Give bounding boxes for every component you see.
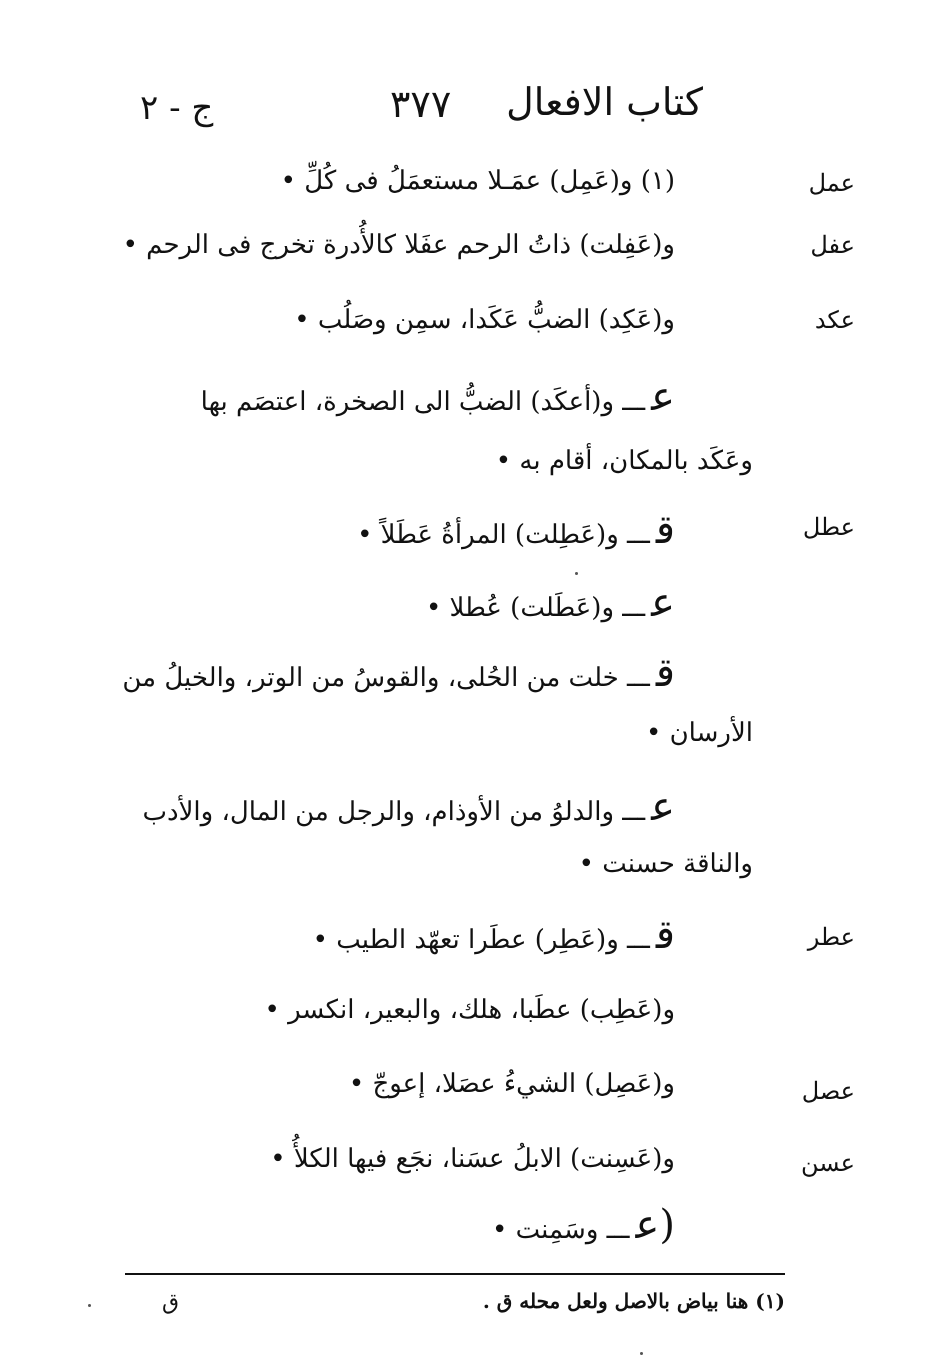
entry-line-text: ـــ خلت من الحُلى، والقوسُ من الوتر، والخيلُ من — [122, 663, 650, 693]
source-marker: ع — [651, 374, 675, 420]
page-number: ٣٧٧ — [390, 82, 452, 126]
entry-line: و(عَصِل) الشيءُ عصَلا، إعوجّ • — [348, 1069, 675, 1099]
source-marker: ق — [655, 650, 675, 696]
entry-line: و(عَفِلت) ذاتُ الرحم عفَلا كالأُدرة تخرج فى الرحم • — [122, 230, 675, 260]
entry-line: و(عَطِب) عطَبا، هلك، والبعير، انكسر • — [264, 995, 675, 1025]
entry-line — [312, 912, 675, 958]
source-marker: ق — [655, 912, 675, 958]
margin-word-atar: عطر — [807, 923, 855, 951]
source-marker: ق — [655, 507, 675, 553]
margin-word-afal: عفل — [810, 231, 855, 259]
margin-word-asan: عسن — [801, 1149, 855, 1177]
entry-line — [122, 650, 675, 696]
source-marker: ع — [651, 784, 675, 830]
entry-line — [492, 1202, 675, 1248]
footnote-marker: ق — [162, 1290, 180, 1315]
entry-line: (١) و(عَمِل) عمَـلا مستعمَلُ فى كُلِّ • — [280, 166, 675, 196]
source-marker: (ع — [635, 1202, 675, 1248]
entry-line-text: ـــ والدلوُ من الأوذام، والرجل من المال، والأدب — [142, 797, 646, 827]
scan-speck — [640, 1352, 643, 1355]
entry-line-text: ـــ و(عَطِر) عطَرا تعهّد الطيب • — [312, 925, 650, 955]
entry-line — [425, 580, 675, 626]
footnote: (١) هنا بياض بالاصل ولعل محله ق . — [482, 1289, 785, 1313]
entry-line — [200, 374, 675, 420]
footnote-rule — [125, 1273, 785, 1275]
entry-line-text: ـــ و(عَطِلت) المرأةُ عَطَلاً • — [357, 520, 650, 550]
entry-line — [357, 507, 675, 553]
scan-speck — [575, 572, 578, 575]
entry-line — [142, 784, 675, 830]
volume-part: ج - ٢ — [140, 88, 214, 128]
entry-line-text: ـــ و(عَطَلت) عُطلا • — [425, 593, 646, 623]
running-title: كتاب الافعال — [506, 80, 703, 124]
margin-word-amal: عمل — [808, 169, 855, 197]
scan-speck — [88, 1304, 91, 1307]
entry-line: و(عَكِد) الضبُّ عَكَدا، سمِن وصَلُب • — [294, 305, 675, 335]
source-marker: ع — [651, 580, 675, 626]
entry-line: و(عَسِنت) الابلُ عسَنا، نجَع فيها الكلأُ • — [270, 1144, 675, 1174]
entry-line: وعَكَد بالمكان، أقام به • — [495, 446, 753, 476]
entry-line: الأرسان • — [645, 718, 753, 748]
margin-word-asal: عصل — [801, 1077, 855, 1105]
margin-word-akad: عكد — [814, 306, 855, 334]
entry-line: والناقة حسنت • — [578, 849, 753, 879]
margin-word-atal: عطل — [802, 513, 855, 541]
entry-line-text: ـــ وسَمِنت • — [492, 1215, 630, 1245]
entry-line-text: ـــ و(أعكَد) الضبُّ الى الصخرة، اعتصَم بها — [200, 387, 646, 417]
